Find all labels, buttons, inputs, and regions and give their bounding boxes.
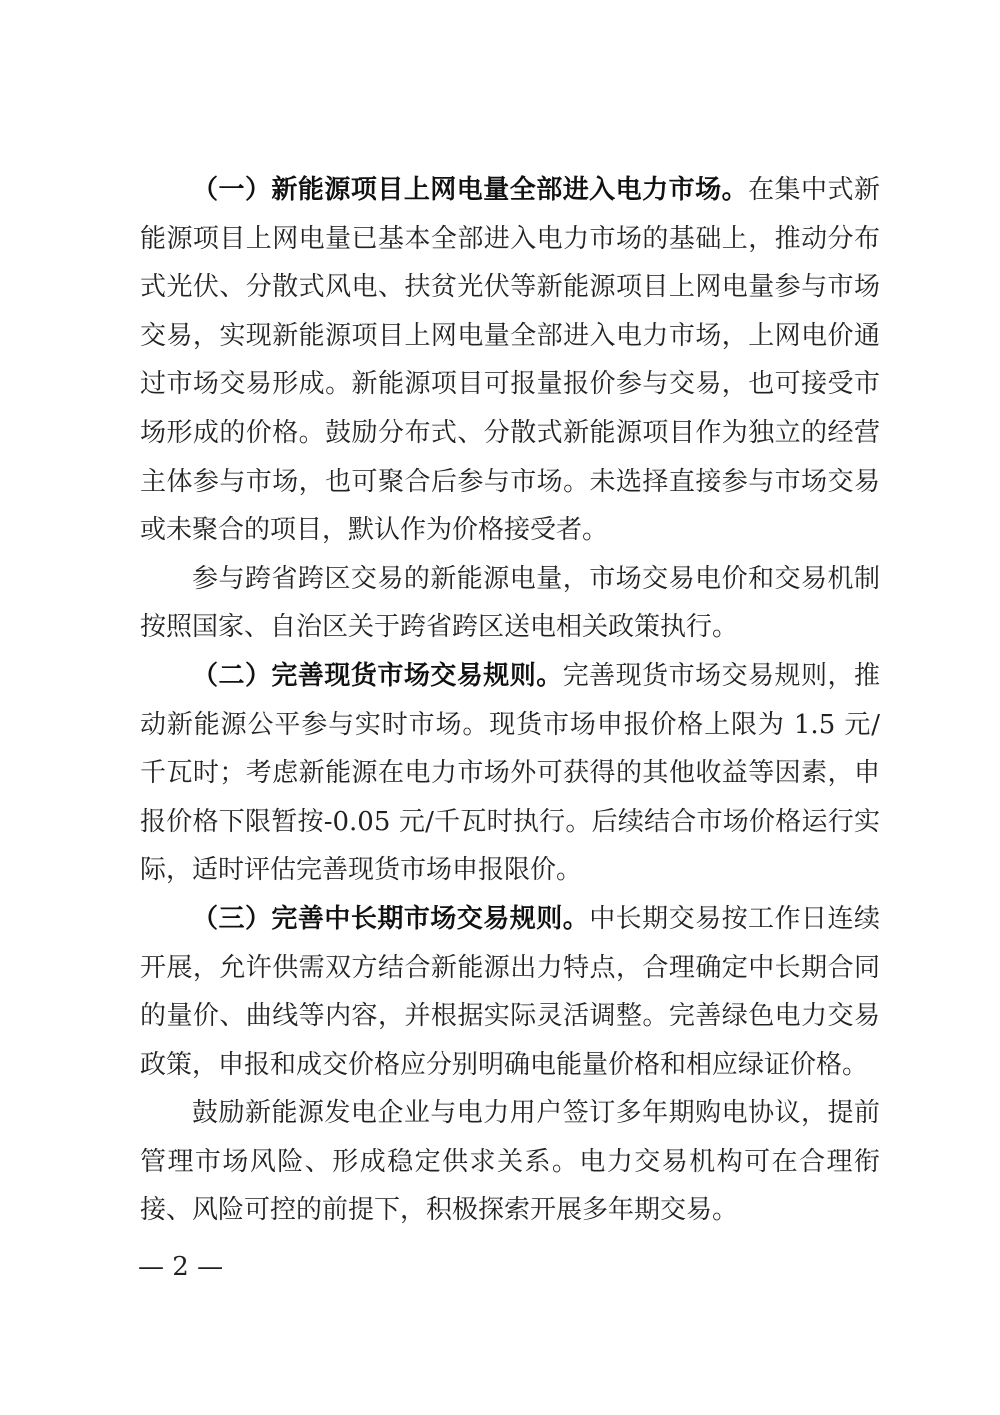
paragraph-5 xyxy=(140,1089,880,1235)
paragraph-3 xyxy=(140,652,880,895)
paragraph-1-text: 在集中式新能源项目上网电量已基本全部进入电力市场的基础上，推动分布式光伏、分散式风电、扶贫光伏等新能源项目上网电量参与市场交易，实现新能源项目上网电量全部进入电力市场，上网电价通过市场交易形成。新能源项目可报量报价参与交易，也可接受市场形成的价格。鼓励分布式、分散式新能源项目作为独立的经营主体参与市场，也可聚合后参与市场。未选择直接参与市场交易或未聚合的项目，默认作为价格接受者。 xyxy=(140,175,880,546)
page-number: — 2 — xyxy=(138,1252,224,1282)
paragraph-3-text: 完善现货市场交易规则，推动新能源公平参与实时市场。现货市场申报价格上限为 1.5 元/千瓦时；考虑新能源在电力市场外可获得的其他收益等因素，申报价格下限暂按-0.05 元/千瓦时执行。后续结合市场价格运行实际，适时评估完善现货市场申报限价。 xyxy=(140,660,880,886)
section-heading-1: （一）新能源项目上网电量全部进入电力市场。 xyxy=(192,175,749,205)
paragraph-4-text: 中长期交易按工作日连续开展，允许供需双方结合新能源出力特点，合理确定中长期合同的量价、曲线等内容，并根据实际灵活调整。完善绿色电力交易政策，申报和成交价格应分别明确电能量价格和相应绿证价格。 xyxy=(140,903,880,1080)
document-body xyxy=(140,166,880,1235)
paragraph-5-text: 鼓励新能源发电企业与电力用户签订多年期购电协议，提前管理市场风险、形成稳定供求关系。电力交易机构可在合理衔接、风险可控的前提下，积极探索开展多年期交易。 xyxy=(140,1098,880,1226)
section-heading-3: （三）完善中长期市场交易规则。 xyxy=(192,903,590,934)
paragraph-2-text: 参与跨省跨区交易的新能源电量，市场交易电价和交易机制按照国家、自治区关于跨省跨区送电相关政策执行。 xyxy=(140,563,880,643)
section-heading-2: （二）完善现货市场交易规则。 xyxy=(192,660,563,691)
paragraph-2 xyxy=(140,555,880,652)
paragraph-1 xyxy=(140,166,880,555)
paragraph-4 xyxy=(140,895,880,1089)
